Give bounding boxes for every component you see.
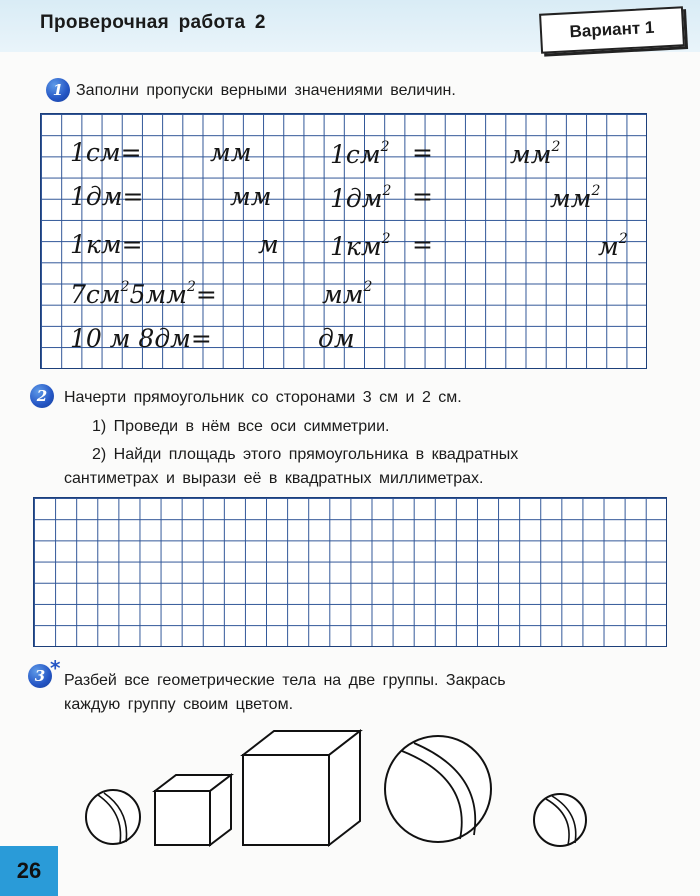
medium-sphere[interactable] xyxy=(534,794,586,846)
task1-row4-unit: $мм^2$ xyxy=(322,279,373,309)
task1-row2-equals: = xyxy=(412,182,433,211)
task1-row1-left-value: 1см= xyxy=(70,138,142,167)
task1-instruction: Заполни пропуски верными значениями величин. xyxy=(76,82,456,99)
task1-row2-right-value: $1дм^2$ xyxy=(330,183,392,213)
task3-star-mark: * xyxy=(50,656,61,680)
task1-row3-right-unit: $м^2$ xyxy=(598,231,628,261)
task1-row4-expression: $7см^25мм^2=$ xyxy=(70,279,217,309)
task2-item2-line1: 2) Найди площадь этого прямоугольника в квадратных xyxy=(92,446,519,463)
small-cube[interactable] xyxy=(155,775,231,845)
task1-row3-left-value: 1км= xyxy=(70,230,143,259)
task2-item1: 1) Проведи в нём все оси симметрии. xyxy=(92,418,390,435)
task1-row3-equals: = xyxy=(412,230,433,259)
task1-row1-right-value: $1см^2$ xyxy=(330,139,390,169)
task2-number-badge: 2 xyxy=(30,384,54,408)
geometric-solids xyxy=(80,725,600,857)
task1-row2-left-value: 1дм= xyxy=(70,182,144,211)
task3-instruction-line1: Разбей все геометрические тела на две группы. Закрась xyxy=(64,672,506,689)
task1-row1-right-unit: $мм^2$ xyxy=(510,139,561,169)
large-sphere[interactable] xyxy=(385,736,491,842)
task1-row2-left-unit: мм xyxy=(230,182,272,211)
task1-row2-right-unit: $мм^2$ xyxy=(550,183,601,213)
task3-instruction-line2: каждую группу своим цветом. xyxy=(64,696,294,713)
task2-instruction: Начерти прямоугольник со сторонами 3 см и 2 см. xyxy=(64,389,462,406)
task1-row3-right-value: $1км^2$ xyxy=(330,231,391,261)
task1-row1-equals: = xyxy=(412,138,433,167)
page-title: Проверочная работа 2 xyxy=(40,12,266,33)
task2-drawing-grid[interactable] xyxy=(33,497,667,647)
task1-row5-expression: 10 м 8дм= xyxy=(70,324,212,353)
task1-number-badge: 1 xyxy=(46,78,70,102)
task3-number-badge: 3 xyxy=(28,664,52,688)
task1-row5-unit: дм xyxy=(318,324,355,353)
variant-label: Вариант 1 xyxy=(539,6,685,53)
task2-item2-line2: сантиметрах и вырази её в квадратных миллиметрах. xyxy=(64,470,484,487)
task1-row1-left-unit: мм xyxy=(210,138,252,167)
page-number: 26 xyxy=(0,846,58,896)
large-cube[interactable] xyxy=(243,731,360,845)
small-sphere[interactable] xyxy=(86,790,140,844)
task1-row3-left-unit: м xyxy=(258,230,279,259)
